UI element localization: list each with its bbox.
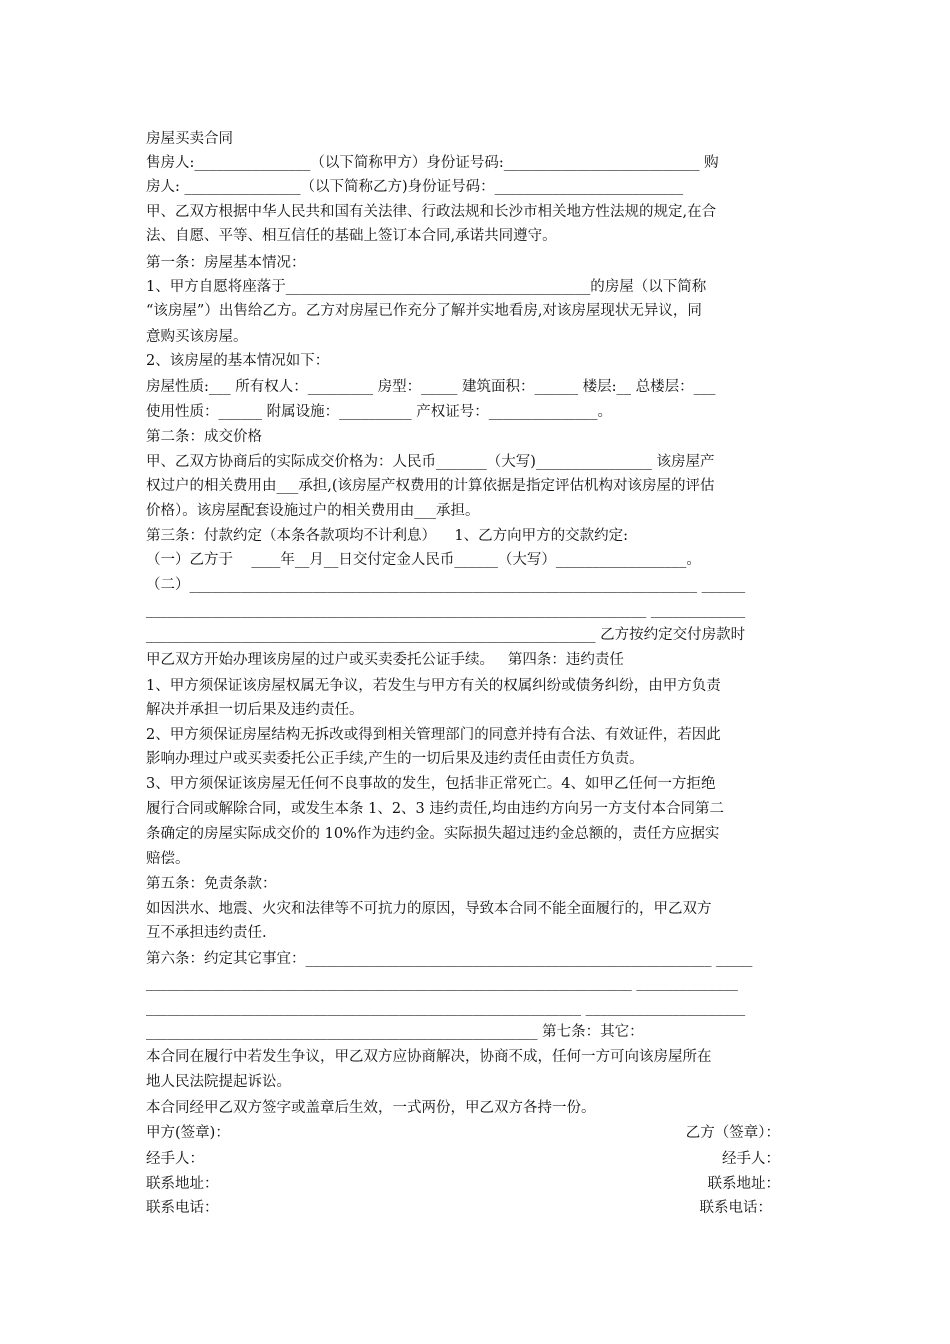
section-heading: 第三条：付款约定（本条各款项均不计利息） 1、乙方向甲方的交款约定: <box>146 528 629 544</box>
body-line: 1、甲方自愿将座落于__________________________________________的房屋（以下简称 <box>146 279 707 295</box>
body-line: 赔偿。 <box>146 851 190 867</box>
party-b-phone: 联系电话： <box>699 1200 772 1216</box>
party-a-address: 联系地址： <box>146 1176 219 1192</box>
body-line: 甲、乙双方协商后的实际成交价格为：人民币_______（大写)________________ 该房屋产 <box>146 454 715 470</box>
body-line: ______________________________________________________ 第七条：其它： <box>146 1024 644 1040</box>
section-heading: 第二条：成交价格 <box>146 429 262 445</box>
body-line: 房人: ________________（以下简称乙方)身份证号码：__________________________ <box>146 179 684 195</box>
body-line: ___________________________________________________________________ ______________ <box>146 975 738 991</box>
body-line: 法、自愿、平等、相互信任的基础上签订本合同,承诺共同遵守。 <box>146 228 557 244</box>
body-line: 本合同在履行中若发生争议，甲乙双方应协商解决，协商不成，任何一方可向该房屋所在 <box>146 1049 712 1065</box>
body-line: 甲乙双方开始办理该房屋的过户或买卖委托公证手续。 第四条：违约责任 <box>146 652 624 668</box>
body-line: 售房人:________________（以下简称甲方）身份证号码:___________________________ 购 <box>146 155 719 171</box>
body-line: 地人民法院提起诉讼。 <box>146 1074 291 1090</box>
body-line: 如因洪水、地震、火灾和法律等不可抗力的原因，导致本合同不能全面履行的，甲乙双方 <box>146 901 712 917</box>
body-line: 房屋性质:___ 所有权人：_________ 房型：_____ 建筑面积：______ 楼层:__ 总楼层：___ <box>146 379 716 395</box>
party-b-signature: 乙方（签章）： <box>685 1125 780 1141</box>
body-line: 权过户的相关费用由___承担,(该房屋产权费用的计算依据是指定评估机构对该房屋的评估 <box>146 478 715 494</box>
party-a-signature: 甲方(签章)： <box>146 1125 230 1141</box>
party-a-agent: 经手人： <box>146 1151 204 1167</box>
body-line: 价格）。该房屋配套设施过户的相关费用由___承担。 <box>146 503 480 519</box>
body-line: 2、该房屋的基本情况如下： <box>146 353 330 369</box>
body-line: 甲、乙双方根据中华人民共和国有关法律、行政法规和长沙市相关地方性法规的规定,在合 <box>146 204 717 220</box>
party-b-address: 联系地址： <box>707 1176 780 1192</box>
section-heading: 第一条：房屋基本情况： <box>146 255 306 271</box>
body-line: 3、甲方须保证该房屋无任何不良事故的发生，包括非正常死亡。4、如甲乙任何一方拒绝 <box>146 776 716 792</box>
section-heading: 第六条：约定其它事宜：________________________________________________________ _____ <box>146 951 753 967</box>
body-line: 意购买该房屋。 <box>146 329 248 345</box>
body-line: 使用性质：______ 附属设施：__________ 产权证号：_______________。 <box>146 404 612 420</box>
section-heading: 第五条：免责条款： <box>146 876 277 892</box>
party-b-agent: 经手人： <box>722 1151 780 1167</box>
body-line: （一）乙方于 ____年__月__日交付定金人民币______（大写）__________________。 <box>146 552 701 568</box>
body-line: ______________________________________________________________ 乙方按约定交付房款时 <box>146 627 746 643</box>
body-line: 解决并承担一切后果及违约责任。 <box>146 702 364 718</box>
contract-title: 房屋买卖合同 <box>146 131 233 147</box>
body-line: ____________________________________________________________ ______________________ <box>146 1000 746 1016</box>
party-a-phone: 联系电话： <box>146 1200 219 1216</box>
body-line: 1、甲方须保证该房屋权属无争议，若发生与甲方有关的权属纠纷或债务纠纷，由甲方负责 <box>146 678 721 694</box>
body-line: 互不承担违约责任. <box>146 925 267 941</box>
body-line: 履行合同或解除合同，或发生本条 1、2、3 违约责任,均由违约方向另一方支付本合同第二 <box>146 801 724 817</box>
body-line: （二）______________________________________________________________________ ______ <box>146 577 746 593</box>
body-line: 2、甲方须保证房屋结构无拆改或得到相关管理部门的同意并持有合法、有效证件，若因此 <box>146 727 721 743</box>
body-line: 影响办理过户或买卖委托公正手续,产生的一切后果及违约责任由责任方负责。 <box>146 751 644 767</box>
body-line: 本合同经甲乙双方签字或盖章后生效，一式两份，甲乙双方各持一份。 <box>146 1100 596 1116</box>
body-line: “该房屋”）出售给乙方。乙方对房屋已作充分了解并实地看房,对该房屋现状无异议，同 <box>146 303 702 319</box>
body-line: _____________________________________________________________________ _____________ <box>146 602 746 618</box>
body-line: 条确定的房屋实际成交价的 10%作为违约金。实际损失超过违约金总额的，责任方应据实 <box>146 826 720 842</box>
